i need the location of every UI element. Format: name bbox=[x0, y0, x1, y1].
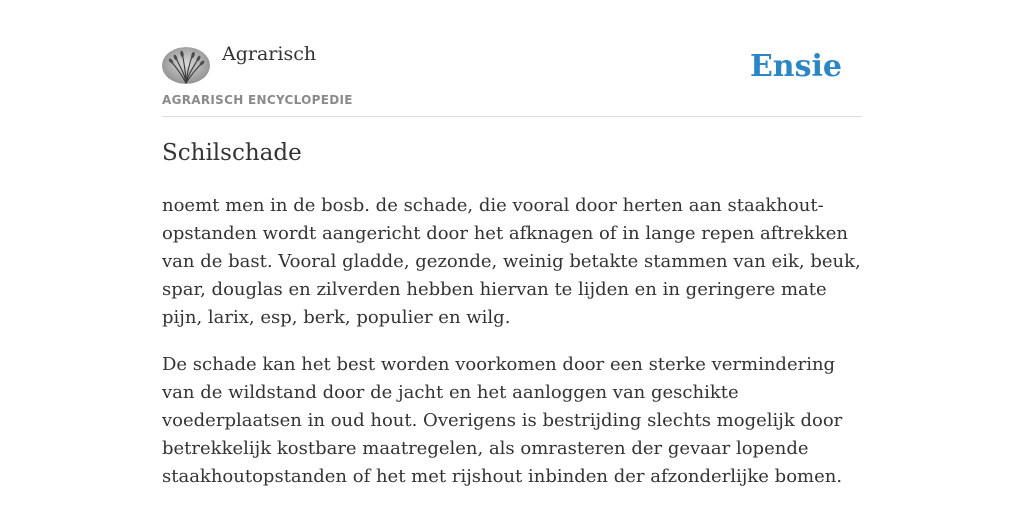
article-paragraph: noemt men in de bosb. de schade, die vooral door herten aan staakhout-opstanden wordt aangericht door het afknagen of in lange repen aftrekken van de bast. Vooral gladde, gezonde, weinig betakte stammen van eik, beuk, spar, douglas en zilverden hebben hiervan te lijden en in geringere mate pijn, larix, esp, berk, populier en wilg. bbox=[162, 195, 861, 328]
ensie-logo-link[interactable]: Ensie bbox=[749, 49, 842, 84]
article-paragraph: De schade kan het best worden voorkomen door een sterke vermindering van de wildstand door de jacht en het aanloggen van geschikte voederplaatsen in oud hout. Overigens is bestrijding slechts mogelijk door betrekkelijk kostbare maatregelen, als omrasteren der gevaar lopende staakhoutopstanden of het met rijshout inbinden der afzonderlijke bomen. bbox=[162, 354, 843, 487]
article-title: Schilschade bbox=[162, 140, 302, 166]
article-body bbox=[162, 192, 868, 510]
site-subtitle[interactable]: AGRARISCH ENCYCLOPEDIE bbox=[162, 93, 353, 107]
site-brand-name[interactable]: Agrarisch bbox=[222, 43, 317, 65]
site-header bbox=[162, 40, 862, 117]
wheat-ears-icon[interactable] bbox=[162, 47, 210, 84]
